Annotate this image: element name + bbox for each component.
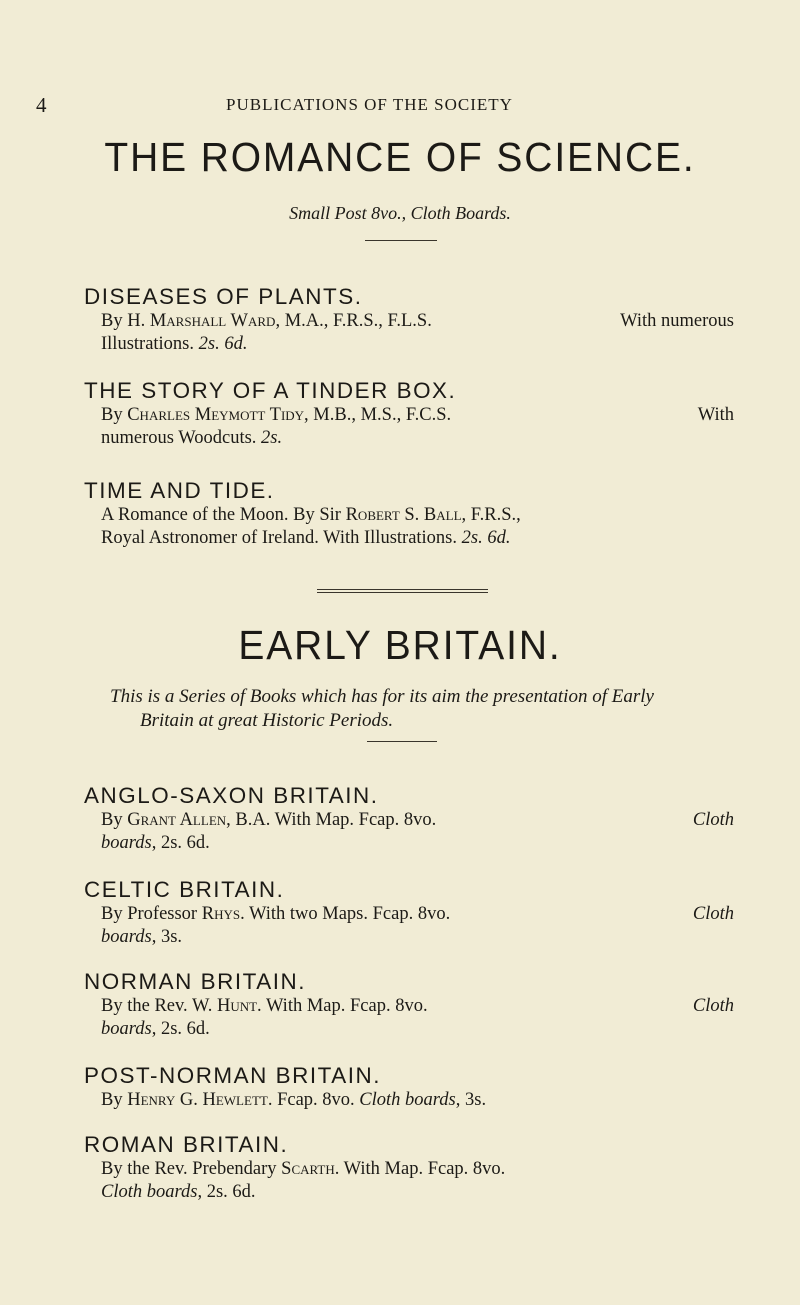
book-price: 2s. 6d. [198,334,248,354]
book-title: DISEASES OF PLANTS. [84,284,363,309]
book-title: ANGLO-SAXON BRITAIN. [84,783,379,808]
author-name: Marshall Ward [149,311,276,331]
book-entry [84,378,734,450]
divider [365,240,437,241]
book-title: CELTIC BRITAIN. [84,877,285,902]
series-description: This is a Series of Books which has for its aim the presentation of Early Britain at great Historic Periods. [110,686,654,731]
book-author-line: By Grant Allen, B.A. With Map. Fcap. 8vo. Cloth [101,810,734,830]
section-title-early-britain: EARLY BRITAIN. [238,622,562,668]
double-divider [317,589,488,593]
book-title: POST-NORMAN BRITAIN. [84,1063,381,1088]
author-name: Hunt [216,996,258,1016]
book-details-line: numerous Woodcuts. 2s. [101,428,283,448]
book-author-line: By Professor Rhys. With two Maps. Fcap. 8vo. Cloth [101,904,734,924]
book-details-line: Illustrations. 2s. 6d. [101,334,248,354]
page-number: 4 [36,93,47,117]
book-entry [84,783,734,855]
book-title: ROMAN BRITAIN. [84,1132,289,1157]
book-author-line: By the Rev. Prebendary Scarth. With Map. Fcap. 8vo. [101,1159,506,1179]
book-details-line: boards, 3s. [101,927,183,947]
book-author-line: By Henry G. Hewlett. Fcap. 8vo. Cloth boards, 3s. [101,1090,487,1110]
book-author-line: By Charles Meymott Tidy, M.B., M.S., F.C.S. With [101,405,734,425]
book-price: , 3s. [455,1090,487,1110]
author-name: Robert S. Ball [345,505,462,525]
section-subtitle-romance: Small Post 8vo., Cloth Boards. [289,203,511,223]
book-entry [84,478,734,550]
running-title: PUBLICATIONS OF THE SOCIETY [226,95,513,114]
divider [367,741,437,742]
book-details-line: Cloth boards, 2s. 6d. [101,1182,256,1202]
book-details-line: Royal Astronomer of Ireland. With Illustrations. 2s. 6d. [101,528,511,548]
book-entry [84,877,734,949]
book-price: , 2s. 6d. [197,1182,256,1202]
author-name: Scarth [281,1159,335,1179]
book-entry [84,1063,734,1112]
book-title: TIME AND TIDE. [84,478,275,503]
book-entry [84,284,734,356]
book-author-line: By the Rev. W. Hunt. With Map. Fcap. 8vo. Cloth [101,996,734,1016]
section-title-romance: THE ROMANCE OF SCIENCE. [104,134,696,180]
book-price: 2s. 6d. [461,528,511,548]
book-price: , 2s. 6d. [151,1019,210,1039]
book-details-line: boards, 2s. 6d. [101,1019,210,1039]
book-entry [84,969,734,1041]
author-name: Rhys [201,904,241,924]
book-author-line: By H. Marshall Ward, M.A., F.R.S., F.L.S. With numerous [101,311,734,331]
book-title: NORMAN BRITAIN. [84,969,307,994]
book-price: , 2s. 6d. [151,833,210,853]
author-name: Charles Meymott Tidy [127,405,305,425]
author-name: Grant Allen [127,810,227,830]
book-title: THE STORY OF A TINDER BOX. [84,378,457,403]
book-price: , 3s. [151,927,183,947]
author-name: Henry G. Hewlett [127,1090,268,1110]
page-header [36,93,720,119]
book-price: 2s. [261,428,283,448]
book-details-line: boards, 2s. 6d. [101,833,210,853]
book-author-line: A Romance of the Moon. By Sir Robert S. Ball, F.R.S., [101,505,521,525]
book-entry [84,1132,734,1204]
